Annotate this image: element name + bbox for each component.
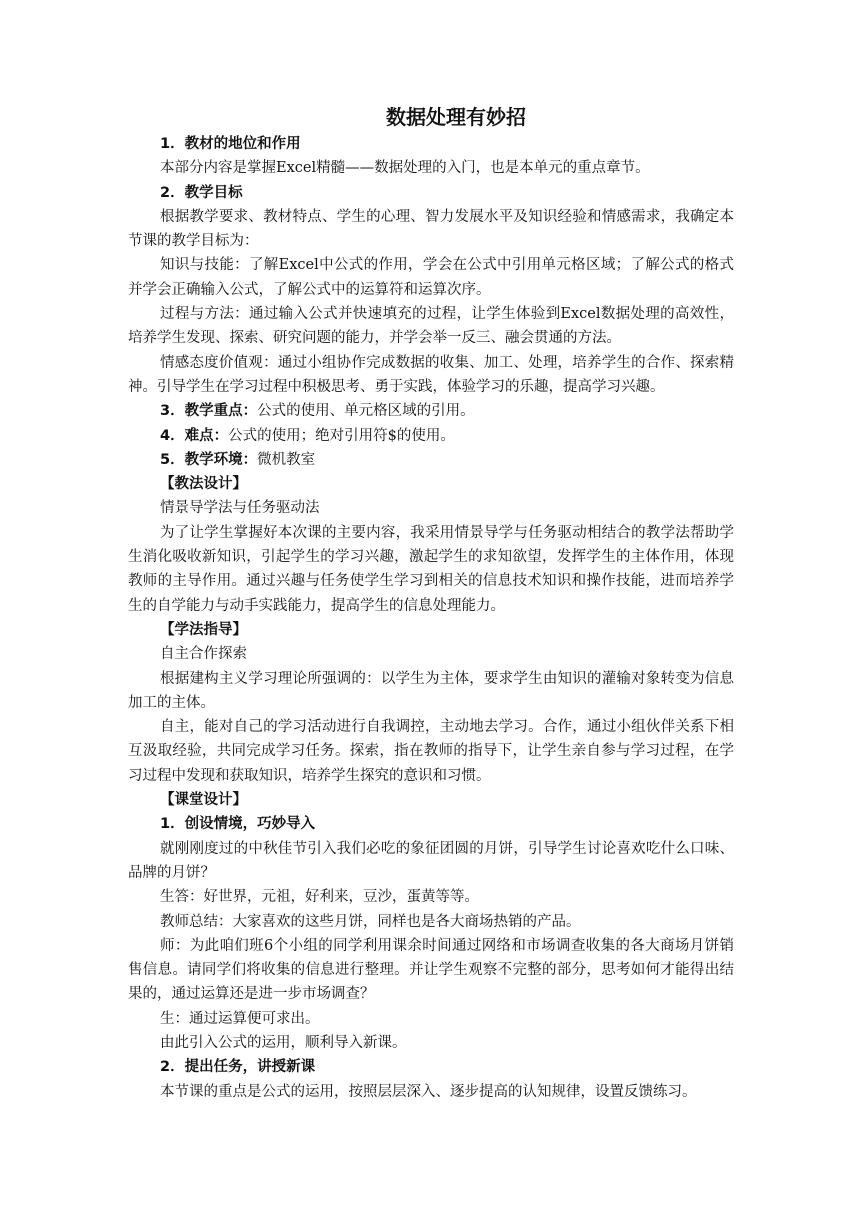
- paragraph: [128, 934, 734, 1007]
- paragraph: [128, 448, 734, 472]
- paragraph: [128, 302, 734, 351]
- paragraph-text: 教师总结：大家喜欢的这些月饼，同样也是各大商场热销的产品。: [160, 913, 581, 930]
- paragraph: [128, 1055, 734, 1079]
- paragraph: [128, 788, 734, 812]
- paragraph-text: 由此引入公式的运用，顺利导入新课。: [160, 1034, 407, 1051]
- paragraph: [128, 424, 734, 448]
- paragraph: [128, 885, 734, 909]
- paragraph-heading: 3．教学重点：: [160, 403, 258, 420]
- paragraph-text: 就刚刚度过的中秋佳节引入我们必吃的象征团圆的月饼，引导学生讨论喜欢吃什么口味、品牌的月饼？: [128, 840, 734, 881]
- paragraph: [128, 253, 734, 302]
- paragraph: [128, 472, 734, 496]
- paragraph: [128, 205, 734, 254]
- page-title: 数据处理有妙招: [386, 105, 526, 129]
- paragraph: [128, 1031, 734, 1055]
- paragraph: [128, 618, 734, 642]
- paragraph-text: 微机教室: [257, 451, 316, 468]
- paragraph: [128, 351, 734, 400]
- paragraph-text: 生答：好世界，元祖，好利来，豆沙，蛋黄等等。: [160, 889, 479, 906]
- paragraph-text: 情感态度价值观：通过小组协作完成数据的收集、加工、处理，培养学生的合作、探索精神。引导学生在学习过程中积极思考、勇于实践，体验学习的乐趣，提高学习兴趣。: [128, 354, 734, 395]
- paragraph-text: 本部分内容是掌握Excel精髓——数据处理的入门，也是本单元的重点章节。: [160, 160, 650, 177]
- paragraph-text: 情景导学法与任务驱动法: [160, 500, 320, 517]
- paragraph-heading: 【教法设计】: [160, 476, 247, 493]
- paragraph-text: 自主合作探索: [160, 646, 247, 663]
- paragraph-heading: 1．创设情境，巧妙导入: [160, 816, 316, 833]
- paragraph-text: 师：为此咱们班6个小组的同学利用课余时间通过网络和市场调查收集的各大商场月饼销售信息。请同学们将收集的信息进行整理。并让学生观察不完整的部分，思考如何才能得出结果的，通过运算还是进一步市场调查？: [128, 937, 734, 1003]
- paragraph-heading: 2．教学目标: [160, 184, 243, 201]
- paragraph: [128, 521, 734, 618]
- paragraph: [128, 715, 734, 788]
- paragraph-text: 根据建构主义学习理论所强调的：以学生为主体，要求学生由知识的灌输对象转变为信息加工的主体。: [128, 670, 734, 711]
- paragraph: [128, 1080, 734, 1104]
- paragraph: [128, 642, 734, 666]
- paragraph-heading: 5．教学环境：: [160, 451, 258, 468]
- paragraph: [128, 837, 734, 886]
- paragraph-list: [128, 132, 734, 1104]
- paragraph-text: 本节课的重点是公式的运用，按照层层深入、逐步提高的认知规律，设置反馈练习。: [160, 1083, 697, 1100]
- paragraph-heading: 【学法指导】: [160, 621, 247, 638]
- document-body: [128, 102, 734, 1104]
- paragraph: [128, 910, 734, 934]
- paragraph: [128, 1007, 734, 1031]
- paragraph-text: 知识与技能：了解Excel中公式的作用，学会在公式中引用单元格区域；了解公式的格式并学会正确输入公式，了解公式中的运算符和运算次序。: [128, 257, 734, 298]
- paragraph: [128, 812, 734, 836]
- paragraph-text: 根据教学要求、教材特点、学生的心理、智力发展水平及知识经验和情感需求，我确定本节课的教学目标为：: [128, 208, 734, 250]
- paragraph-heading: 4．难点：: [160, 427, 229, 444]
- paragraph-text: 为了让学生掌握好本次课的主要内容，我采用情景导学与任务驱动相结合的教学法帮助学生消化吸收新知识，引起学生的学习兴趣，激起学生的求知欲望，发挥学生的主体作用，体现教师的主导作用。通过兴趣与任务使学生学习到相关的信息技术知识和操作技能，进而培养学生的自学能力与动手实践能力，提高学生的信息处理能力。: [128, 524, 734, 614]
- paragraph: [128, 156, 734, 180]
- paragraph-text: 自主，能对自己的学习活动进行自我调控，主动地去学习。合作，通过小组伙伴关系下相互汲取经验，共同完成学习任务。探索，指在教师的指导下，让学生亲自参与学习过程，在学习过程中发现和获取知识，培养学生探究的意识和习惯。: [128, 719, 734, 784]
- paragraph: [128, 496, 734, 520]
- paragraph: [128, 132, 734, 156]
- paragraph-text: 过程与方法：通过输入公式并快速填充的过程，让学生体验到Excel数据处理的高效性，培养学生发现、探索、研究问题的能力，并学会举一反三、融会贯通的方法。: [128, 306, 734, 347]
- paragraph: [128, 181, 734, 205]
- paragraph-heading: 1．教材的地位和作用: [160, 136, 301, 152]
- paragraph-text: 公式的使用、单元格区域的引用。: [257, 403, 475, 420]
- paragraph-heading: 2．提出任务，讲授新课: [160, 1059, 316, 1076]
- paragraph-heading: 【课堂设计】: [160, 792, 247, 809]
- paragraph-text: 公式的使用；绝对引用符$的使用。: [228, 427, 455, 444]
- paragraph: [128, 667, 734, 716]
- paragraph-text: 生：通过运算便可求出。: [160, 1010, 320, 1027]
- paragraph: [128, 399, 734, 423]
